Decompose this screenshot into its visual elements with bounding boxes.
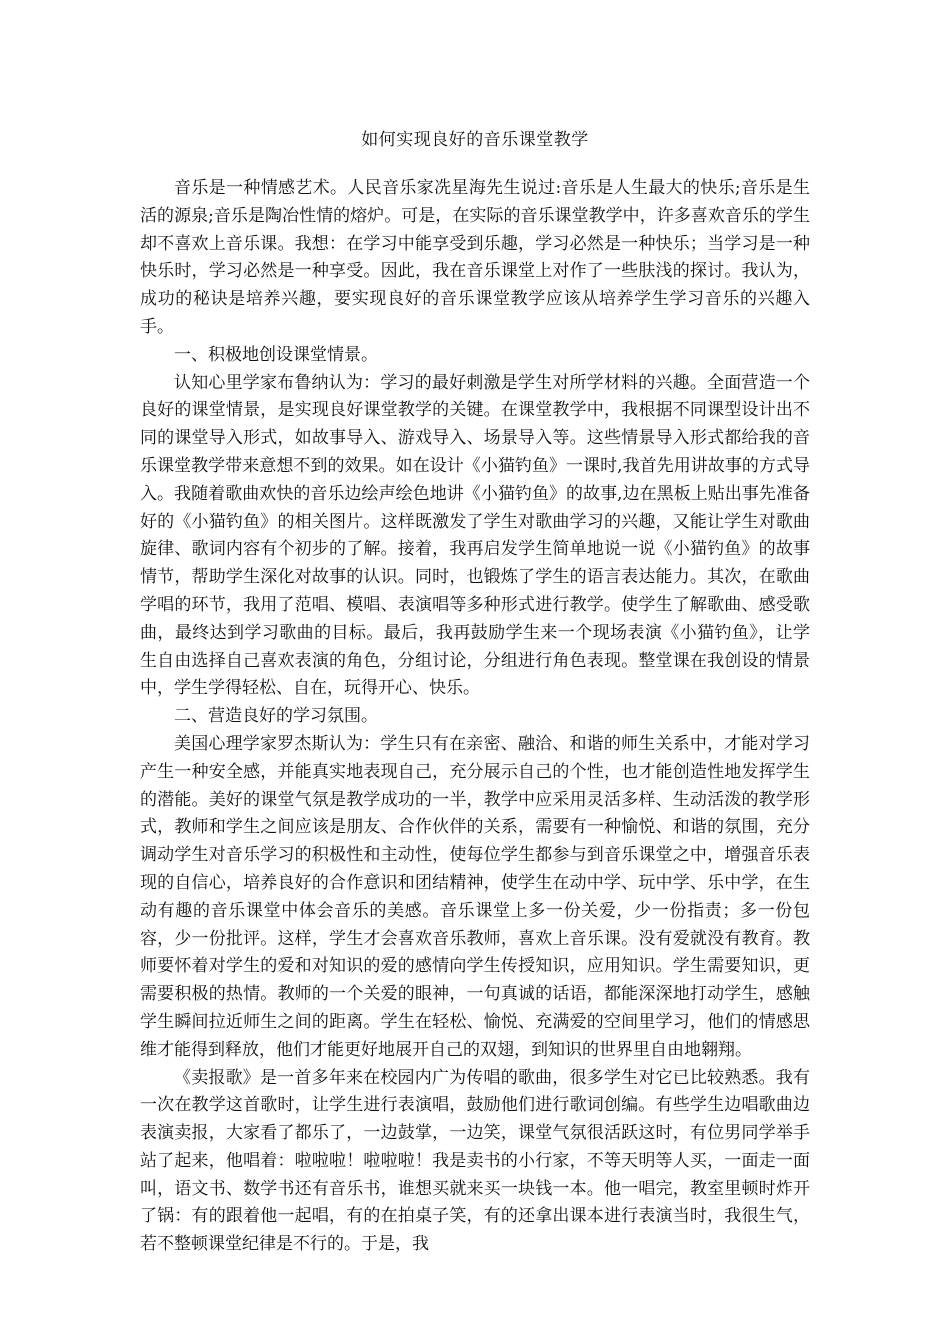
section-heading-2: 二、营造良好的学习氛围。	[174, 706, 378, 727]
section-heading-1: 一、积极地创设课堂情景。	[174, 344, 378, 365]
paragraph-example: 《卖报歌》是一首多年来在校园内广为传唱的歌曲，很多学生对它已比较熟悉。我有一次在教学这首歌时，让学生进行表演唱，鼓励他们进行歌词创编。有些学生边唱歌曲边表演卖报，大家看了都乐了，一边鼓掌，一边笑，课堂气氛很活跃这时，有位男同学举手站了起来，他唱着：啦啦啦！啦啦啦！我是卖书的小行家，不等天明等人买，一面走一面叫，语文书、数学书还有音乐书，谁想买就来买一块钱一本。他一唱完，教室里顿时炸开了锅：有的跟着他一起唱，有的在拍桌子笑，有的还拿出课本进行表演当时，我很生气，若不整顿课堂纪律是不行的。于是，我	[140, 1067, 810, 1255]
document-title: 如何实现良好的音乐课堂教学	[361, 130, 589, 150]
paragraph-intro: 音乐是一种情感艺术。人民音乐家冼星海先生说过:音乐是人生最大的快乐;音乐是生活的源泉;音乐是陶冶性情的熔炉。可是，在实际的音乐课堂教学中，许多喜欢音乐的学生却不喜欢上音乐课。我想：在学习中能享受到乐趣，学习必然是一种快乐；当学习是一种快乐时，学习必然是一种享受。因此，我在音乐课堂上对作了一些肤浅的探讨。我认为，成功的秘诀是培养兴趣，要实现良好的音乐课堂教学应该从培养学生学习音乐的兴趣入手。	[140, 178, 810, 337]
paragraph-section-2: 美国心理学家罗杰斯认为：学生只有在亲密、融洽、和谐的师生关系中，才能对学习产生一种安全感，并能真实地表现自己，充分展示自己的个性，也才能创造性地发挥学生的潜能。美好的课堂气氛是教学成功的一半，教学中应采用灵活多样、生动活泼的教学形式，教师和学生之间应该是朋友、合作伙伴的关系，需要有一种愉悦、和谐的氛围，充分调动学生对音乐学习的积极性和主动性，使每位学生都参与到音乐课堂之中，增强音乐表现的自信心，培养良好的合作意识和团结精神，使学生在动中学、玩中学、乐中学，在生动有趣的音乐课堂中体会音乐的美感。音乐课堂上多一份关爱，少一份指责；多一份包容，少一份批评。这样，学生才会喜欢音乐教师，喜欢上音乐课。没有爱就没有教育。教师要怀着对学生的爱和对知识的爱的感情向学生传授知识，应用知识。学生需要知识，更需要积极的热情。教师的一个关爱的眼神，一句真诚的话语，都能深深地打动学生，感触学生瞬间拉近师生之间的距离。学生在轻松、愉悦、充满爱的空间里学习，他们的情感思维才能得到释放，他们才能更好地展开自己的双翅，到知识的世界里自由地翱翔。	[140, 733, 810, 1060]
document-body	[140, 175, 810, 1259]
paragraph-section-1: 认知心里学家布鲁纳认为：学习的最好刺激是学生对所学材料的兴趣。全面营造一个良好的课堂情景，是实现良好课堂教学的关键。在课堂教学中，我根据不同课型设计出不同的课堂导入形式，如故事导入、游戏导入、场景导入等。这些情景导入形式都给我的音乐课堂教学带来意想不到的效果。如在设计《小猫钓鱼》一课时,我首先用讲故事的方式导入。我随着歌曲欢快的音乐边绘声绘色地讲《小猫钓鱼》的故事,边在黑板上贴出事先准备好的《小猫钓鱼》的相关图片。这样既激发了学生对歌曲学习的兴趣，又能让学生对歌曲旋律、歌词内容有个初步的了解。接着，我再启发学生简单地说一说《小猫钓鱼》的故事情节，帮助学生深化对故事的认识。同时，也锻炼了学生的语言表达能力。其次，在歌曲学唱的环节，我用了范唱、模唱、表演唱等多种形式进行教学。使学生了解歌曲、感受歌曲，最终达到学习歌曲的目标。最后，我再鼓励学生来一个现场表演《小猫钓鱼》，让学生自由选择自己喜欢表演的角色，分组讨论，分组进行角色表现。整堂课在我创设的情景中，学生学得轻松、自在，玩得开心、快乐。	[140, 372, 810, 699]
